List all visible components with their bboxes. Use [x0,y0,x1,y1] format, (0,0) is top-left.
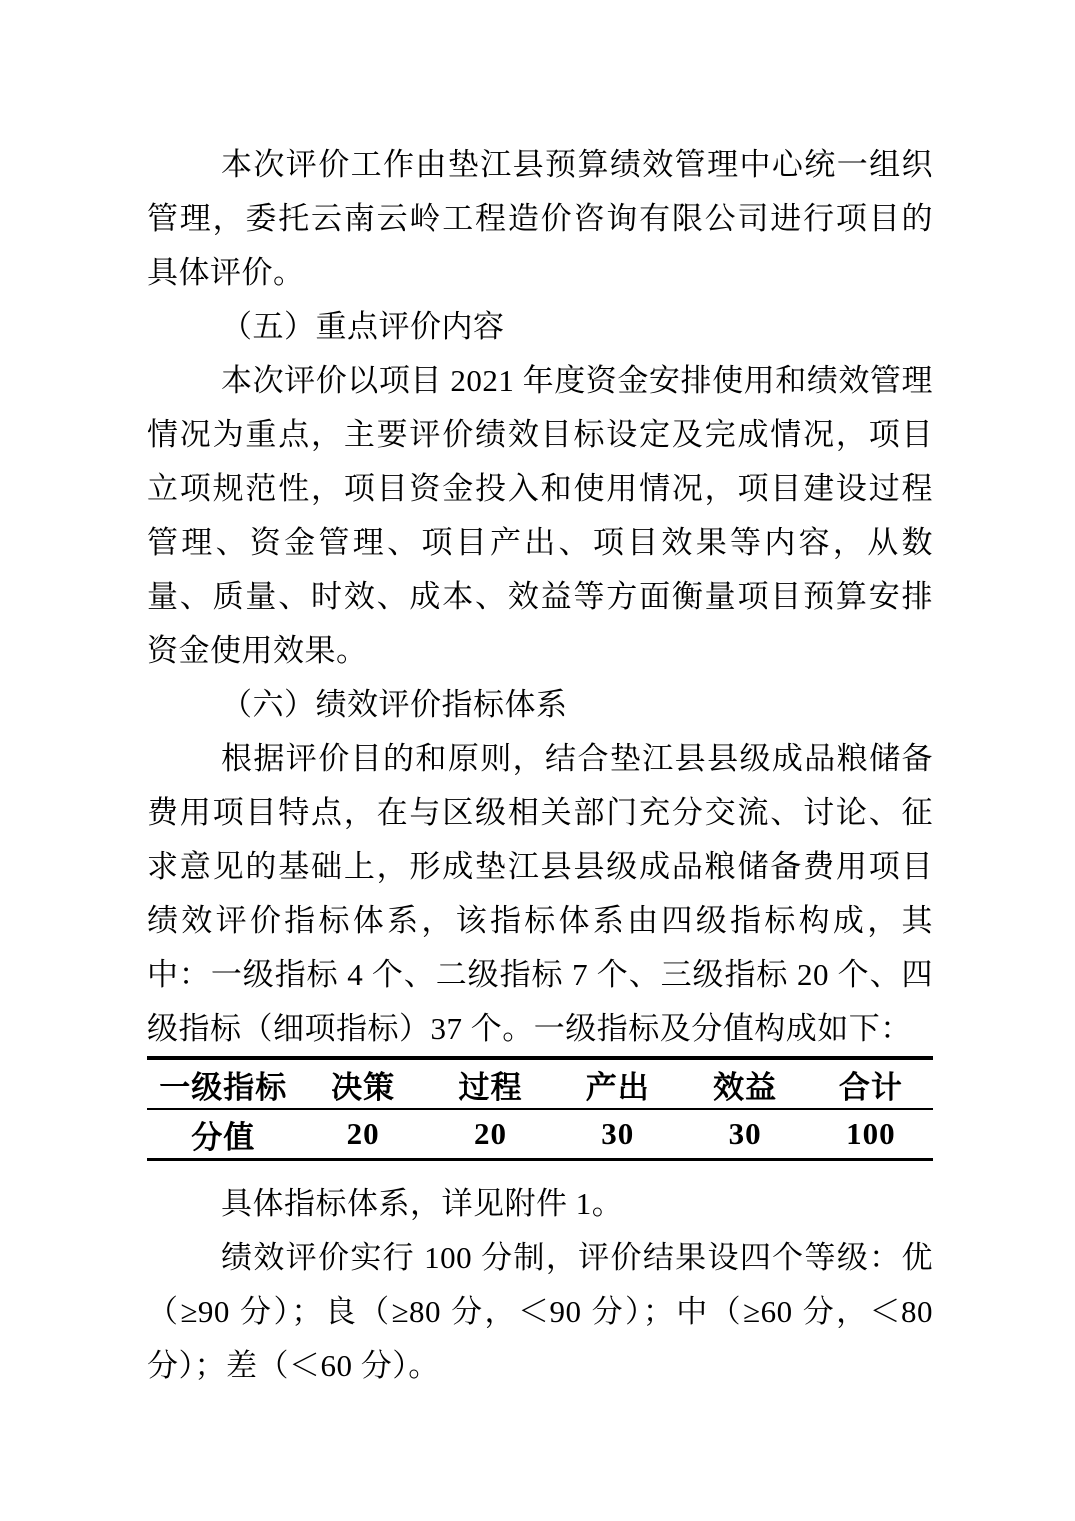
table-header-benefit: 效益 [713,1069,778,1105]
paragraph-evaluation-organization: 本次评价工作由垫江县预算绩效管理中心统一组织管理，委托云南云岭工程造价咨询有限公司进行项目的具体评价。 [147,147,933,290]
table-cell-score-label: 分值 [191,1119,256,1155]
table-header-row [147,1058,933,1109]
table-cell-output-score: 30 [601,1116,635,1151]
document-content [147,138,933,1393]
table-header-total: 合计 [838,1069,903,1105]
first-level-indicator-score-table [147,1056,933,1161]
paragraph-indicator-system-description: 根据评价目的和原则，结合垫江县县级成品粮储备费用项目特点，在与区级相关部门充分交流、讨论、征求意见的基础上，形成垫江县县级成品粮储备费用项目绩效评价指标体系，该指标体系由四级指标构成，其中：一级指标 4 个、二级指标 7 个、三级指标 20 个、四级指标（细项指标）37 个。一级指标及分值构成如下： [147,741,933,1046]
table-cell-benefit-score: 30 [728,1116,762,1151]
heading-section-6-indicator-system: （六）绩效评价指标体系 [221,687,568,722]
paragraph-grading-scale: 绩效评价实行 100 分制，评价结果设四个等级：优（≥90 分）；良（≥80 分，＜90 分）；中（≥60 分，＜80 分）；差（＜60 分）。 [147,1240,933,1383]
paragraph-see-attachment: 具体指标体系，详见附件 1。 [221,1186,624,1221]
table-header-decision: 决策 [331,1069,396,1105]
table-header-indicator: 一级指标 [159,1069,288,1105]
table-cell-total-score: 100 [846,1116,896,1151]
table-header-output: 产出 [585,1069,650,1105]
table-score-row [147,1109,933,1160]
table-cell-decision-score: 20 [346,1116,380,1151]
heading-section-5-key-evaluation-content: （五）重点评价内容 [221,309,505,344]
table-header-process: 过程 [458,1069,523,1105]
table-cell-process-score: 20 [473,1116,507,1151]
paragraph-evaluation-focus: 本次评价以项目 2021 年度资金安排使用和绩效管理情况为重点，主要评价绩效目标设定及完成情况，项目立项规范性，项目资金投入和使用情况，项目建设过程管理、资金管理、项目产出、项目效果等内容，从数量、质量、时效、成本、效益等方面衡量项目预算安排资金使用效果。 [147,363,933,668]
